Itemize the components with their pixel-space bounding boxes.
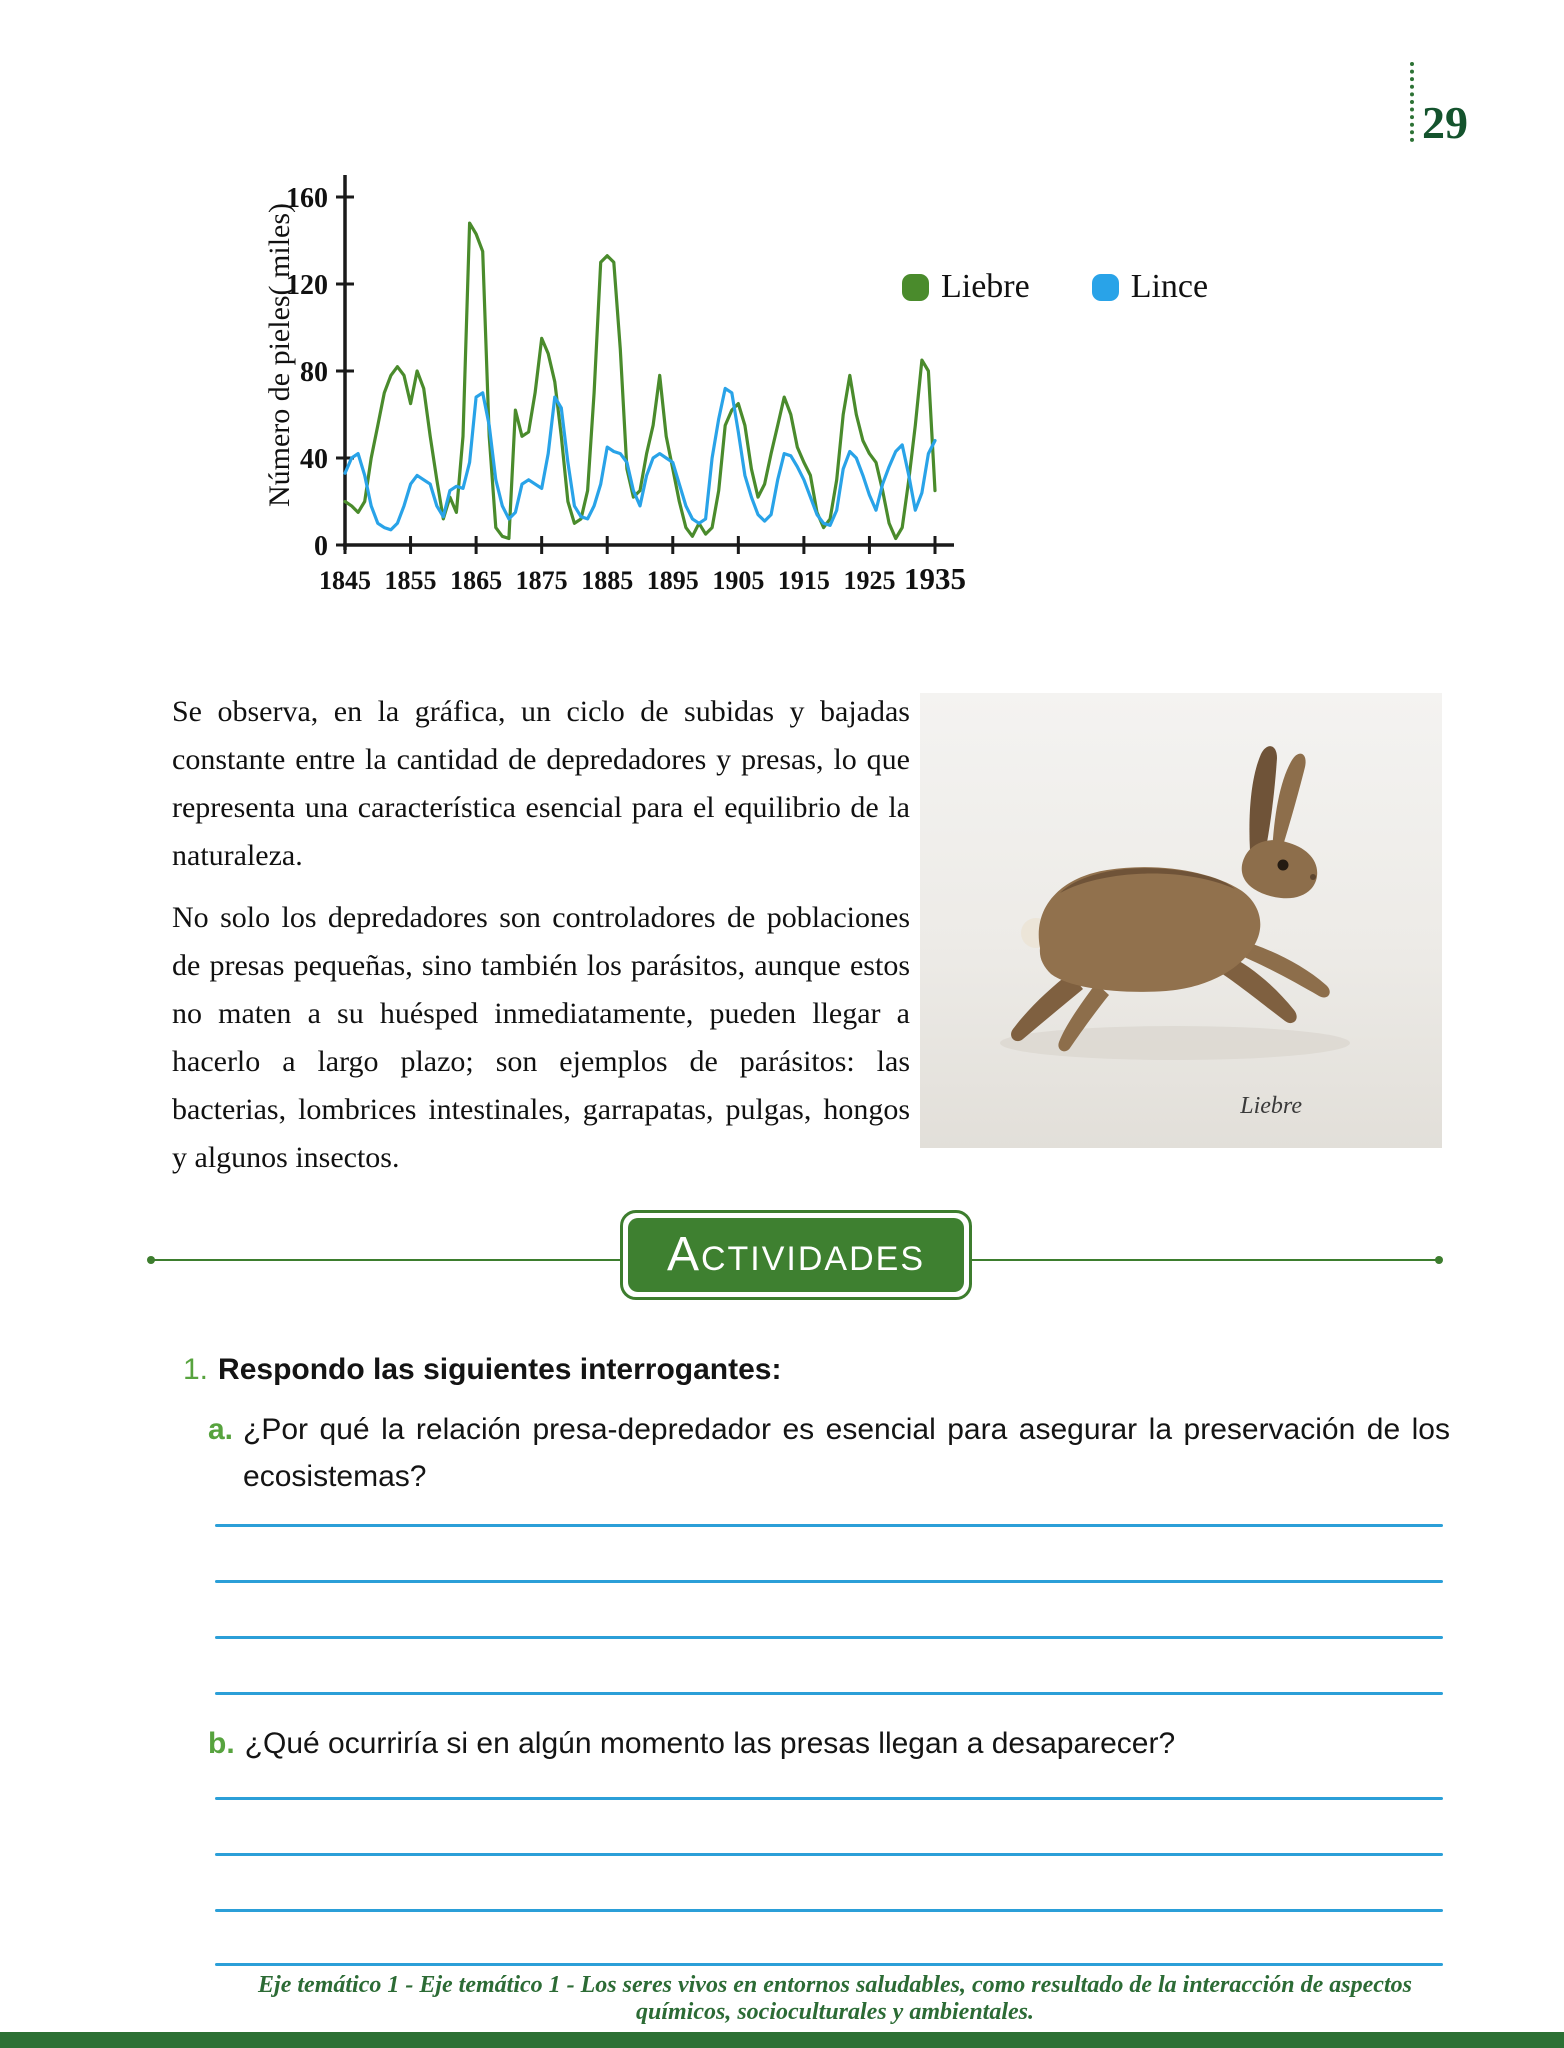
body-text-column: [172, 688, 910, 1196]
answer-line: [215, 1909, 1443, 1912]
svg-text:1895: 1895: [646, 566, 699, 595]
hare-photo: [920, 693, 1442, 1148]
footer-green-bar: [0, 2032, 1564, 2048]
svg-text:1875: 1875: [515, 566, 568, 595]
legend-label-liebre: Liebre: [941, 268, 1030, 305]
question-1-text: Respondo las siguientes interrogantes:: [218, 1353, 782, 1386]
svg-text:0: 0: [314, 531, 328, 562]
photo-caption: Liebre: [1240, 1093, 1302, 1119]
question-a: [208, 1406, 1450, 1500]
answer-line: [215, 1963, 1443, 1966]
answer-line: [215, 1797, 1443, 1800]
question-b-letter: b.: [208, 1727, 235, 1760]
liebre-swatch-icon: [902, 274, 929, 301]
activities-banner: [620, 1210, 972, 1300]
question-1: [183, 1346, 781, 1393]
question-b: [208, 1720, 1450, 1767]
chart-legend: [902, 268, 1208, 306]
answer-line: [215, 1853, 1443, 1856]
chart-y-axis-label: Número de pieles( miles): [263, 202, 296, 508]
question-a-letter: a.: [208, 1413, 234, 1446]
answer-line: [215, 1524, 1443, 1527]
activities-banner-zone: [0, 1205, 1564, 1317]
svg-text:160: 160: [286, 183, 328, 214]
svg-text:1905: 1905: [712, 566, 765, 595]
svg-text:1925: 1925: [843, 566, 896, 595]
paragraph-parasites: No solo los depredadores son controladores de poblaciones de presas pequeñas, sino también los parásitos, aunque estos no maten a su huésped inmediatamente, pueden llegar a hacerlo a largo plazo; son ejemplos de parásitos: las bacterias, lombrices intestinales, garrapatas, pulgas, hongos y algunos insectos.: [172, 901, 910, 1174]
svg-text:1915: 1915: [777, 566, 830, 595]
activities-banner-label: Actividades: [666, 1228, 926, 1281]
legend-label-lince: Lince: [1130, 268, 1209, 305]
answer-line: [215, 1636, 1443, 1639]
legend-item-liebre: [902, 268, 1030, 306]
question-1-number: 1.: [183, 1353, 209, 1386]
banner-dot-left: [147, 1256, 155, 1264]
svg-text:80: 80: [300, 357, 328, 388]
page-number: 29: [1422, 97, 1468, 148]
legend-item-lince: [1092, 268, 1208, 306]
answer-line: [215, 1692, 1443, 1695]
question-a-text: ¿Por qué la relación presa-depredador es esencial para asegurar la preservación de los ecosistemas?: [243, 1413, 1450, 1493]
page-number-dotted-rule: [1410, 62, 1414, 142]
svg-text:1845: 1845: [319, 566, 371, 595]
paragraph-cycle: Se observa, en la gráfica, un ciclo de subidas y bajadas constante entre la cantidad de depredadores y presas, lo que representa una característica esencial para el equilibrio de la naturaleza.: [172, 695, 910, 872]
footer-theme-text: Eje temático 1 - Eje temático 1 - Los seres vivos en entornos saludables, como resultado de la interacción de aspectos químicos, socioculturales y ambientales.: [258, 1972, 1412, 2025]
lince-swatch-icon: [1092, 274, 1119, 301]
svg-text:120: 120: [286, 270, 328, 301]
population-chart-svg: [240, 130, 1000, 620]
activities-banner-inner: [628, 1218, 964, 1292]
answer-line: [215, 1580, 1443, 1583]
population-chart: [240, 130, 1250, 630]
banner-dot-right: [1435, 1256, 1443, 1264]
svg-text:40: 40: [300, 444, 328, 475]
question-b-text: ¿Qué ocurriría si en algún momento las presas llegan a desaparecer?: [244, 1727, 1176, 1760]
svg-text:1865: 1865: [450, 566, 503, 595]
svg-text:1935: 1935: [904, 561, 966, 596]
svg-text:1885: 1885: [581, 566, 634, 595]
running-hare-illustration: [920, 693, 1442, 1148]
svg-text:1855: 1855: [384, 566, 437, 595]
